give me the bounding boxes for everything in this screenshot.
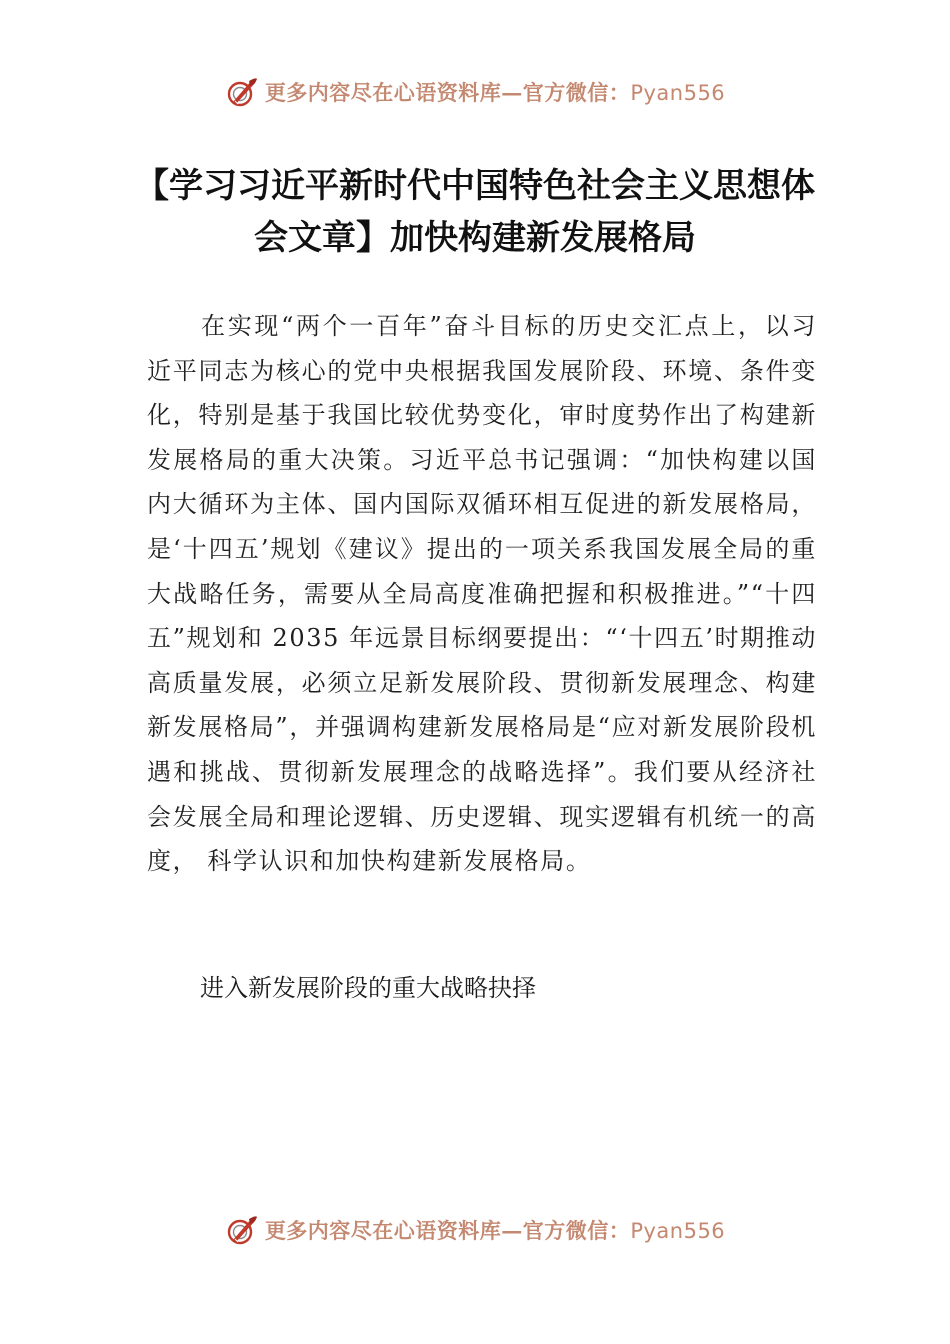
header-brand-text: 更多内容尽在心语资料库—官方微信：Pyan556 (264, 80, 726, 105)
body-paragraph: 在实现“两个一百年”奋斗目标的历史交汇点上，以习近平同志为核心的党中央根据我国发展阶段、环境、条件变化，特别是基于我国比较优势变化，审时度势作出了构建新发展格局的重大决策。习近平总书记强调：“加快构建以国内大循环为主体、国内国际双循环相互促进的新发展格局，是‘十四五’规划《建议》提出的一项关系我国发展全局的重大战略任务，需要从全局高度准确把握和积极推进。”“十四五”规划和 2035 年远景目标纲要提出：“‘十四五’时期推动高质量发展，必须立足新发展阶段、贯彻新发展理念、构建新发展格局”，并强调构建新发展格局是“应对新发展阶段机遇和挑战、贯彻新发展理念的战略选择”。我们要从经济社会发展全局和理论逻辑、历史逻辑、现实逻辑有机统一的高度， 科学认识和加快构建新发展格局。 (147, 312, 817, 876)
section-heading: 进入新发展阶段的重大战略抉择 (200, 974, 536, 1002)
header-watermark (0, 72, 950, 112)
header-wechat-handle: Pyan556 (630, 81, 726, 105)
document-title: 【学习习近平新时代中国特色社会主义思想体会文章】加快构建新发展格局 (135, 166, 815, 258)
footer-watermark (0, 1210, 950, 1250)
footer-wechat-handle: Pyan556 (630, 1219, 726, 1243)
footer-brand-text: 更多内容尽在心语资料库—官方微信：Pyan556 (264, 1218, 726, 1243)
quill-pen-circle-icon (225, 75, 259, 109)
quill-pen-circle-icon (225, 1213, 259, 1247)
